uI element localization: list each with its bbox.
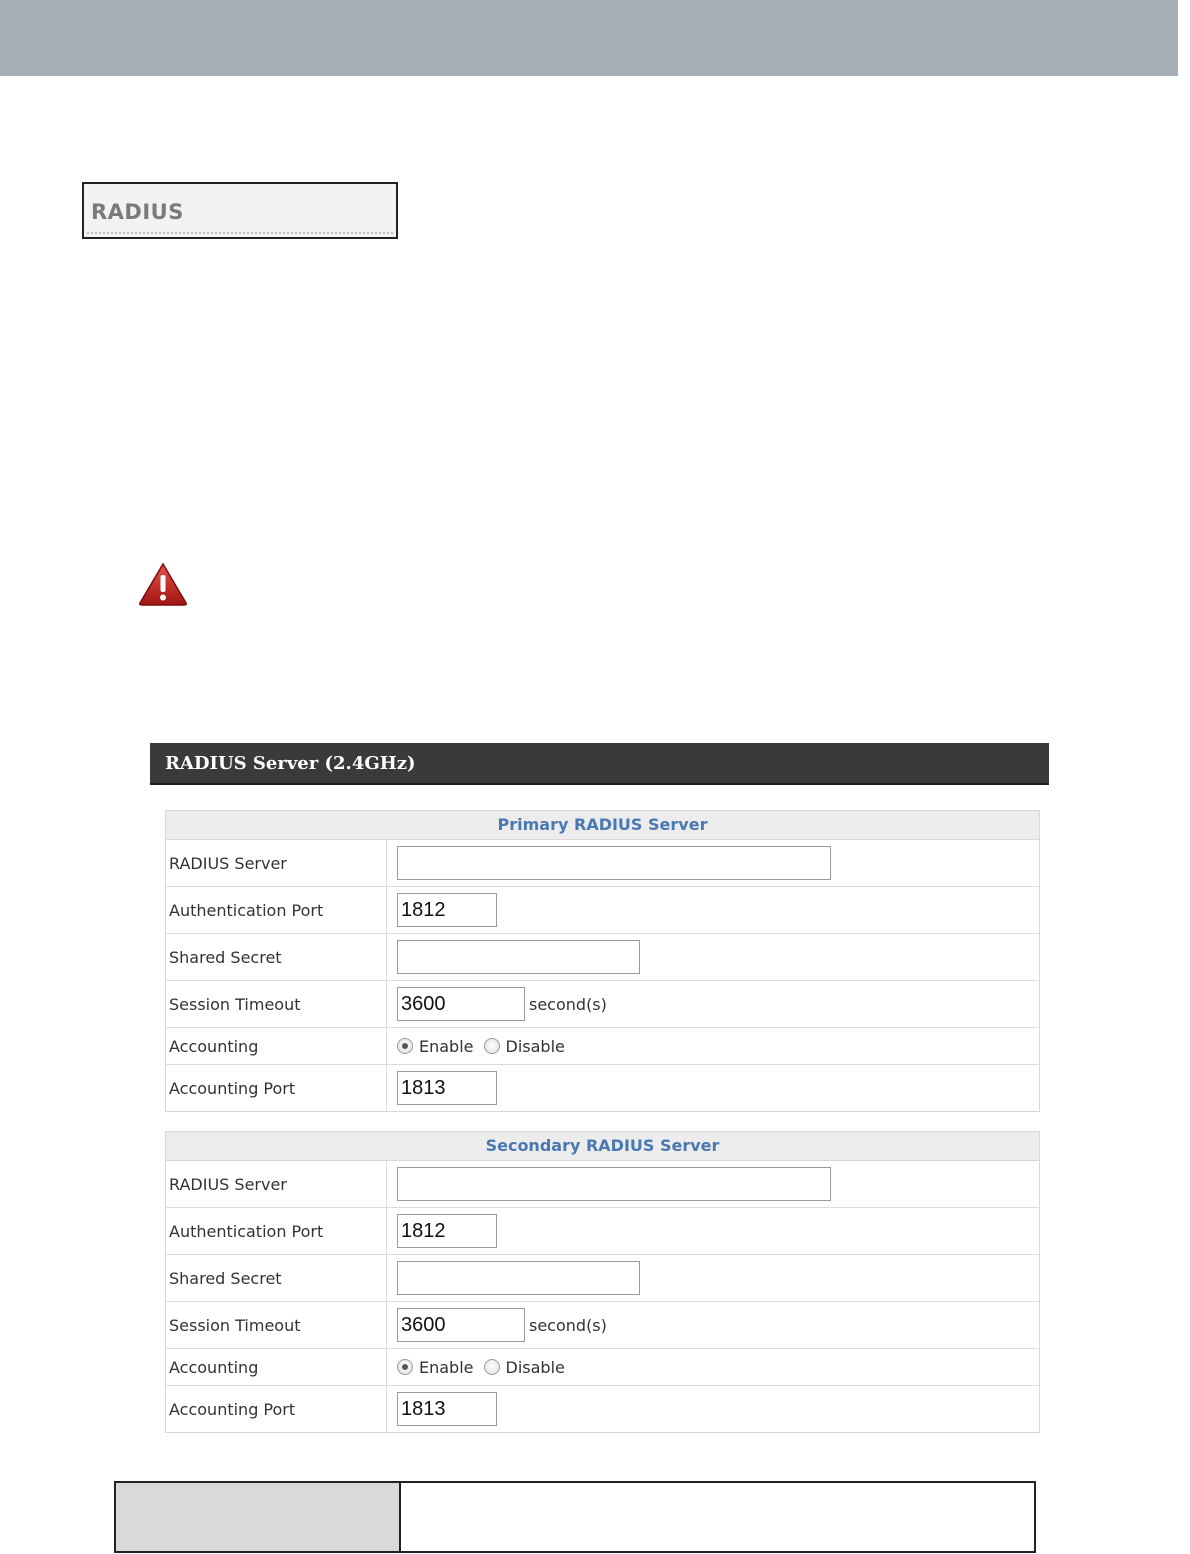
primary-server-table [165, 810, 1040, 1112]
accounting-port-input[interactable] [397, 1071, 497, 1105]
session-timeout-label: Session Timeout [166, 981, 387, 1027]
shared-secret-row [166, 934, 1039, 981]
accounting-port-row [166, 1386, 1039, 1432]
section-title: Primary RADIUS Server [166, 811, 1039, 840]
accounting-row [166, 1349, 1039, 1386]
section-title: Secondary RADIUS Server [166, 1132, 1039, 1161]
radius-tab-label: RADIUS [91, 200, 184, 224]
radius-server-input[interactable] [397, 846, 831, 880]
accounting-disable-label: Disable [505, 1357, 565, 1377]
description-table-key-cell [116, 1483, 401, 1551]
shared-secret-label: Shared Secret [166, 934, 387, 980]
auth-port-row [166, 887, 1039, 934]
accounting-disable-radio[interactable] [484, 1359, 500, 1375]
warning-icon [137, 561, 189, 607]
top-header-band [0, 0, 1178, 76]
panel-title: RADIUS Server (2.4GHz) [165, 753, 416, 774]
accounting-enable-radio[interactable] [397, 1038, 413, 1054]
auth-port-input[interactable] [397, 1214, 497, 1248]
session-timeout-unit: second(s) [529, 1315, 607, 1335]
shared-secret-input[interactable] [397, 1261, 640, 1295]
radius-server-label: RADIUS Server [166, 1161, 387, 1207]
description-table [114, 1481, 1036, 1553]
accounting-disable-label: Disable [505, 1036, 565, 1056]
accounting-enable-radio[interactable] [397, 1359, 413, 1375]
shared-secret-input[interactable] [397, 940, 640, 974]
session-timeout-row [166, 981, 1039, 1028]
radius-server-input[interactable] [397, 1167, 831, 1201]
accounting-enable-label: Enable [419, 1036, 474, 1056]
session-timeout-input[interactable] [397, 987, 525, 1021]
tab-dotted-underline [87, 232, 393, 234]
accounting-enable-label: Enable [419, 1357, 474, 1377]
accounting-label: Accounting [166, 1028, 387, 1064]
accounting-port-label: Accounting Port [166, 1386, 387, 1432]
auth-port-label: Authentication Port [166, 887, 387, 933]
radius-tab[interactable] [82, 182, 398, 239]
radius-server-row [166, 840, 1039, 887]
accounting-label: Accounting [166, 1349, 387, 1385]
session-timeout-row [166, 1302, 1039, 1349]
description-table-value-cell [401, 1483, 1034, 1551]
auth-port-row [166, 1208, 1039, 1255]
shared-secret-label: Shared Secret [166, 1255, 387, 1301]
session-timeout-input[interactable] [397, 1308, 525, 1342]
auth-port-input[interactable] [397, 893, 497, 927]
session-timeout-unit: second(s) [529, 994, 607, 1014]
radius-server-row [166, 1161, 1039, 1208]
accounting-port-input[interactable] [397, 1392, 497, 1426]
auth-port-label: Authentication Port [166, 1208, 387, 1254]
accounting-row [166, 1028, 1039, 1065]
secondary-server-table [165, 1131, 1040, 1433]
panel-header [150, 743, 1049, 785]
accounting-port-row [166, 1065, 1039, 1111]
accounting-port-label: Accounting Port [166, 1065, 387, 1111]
accounting-disable-radio[interactable] [484, 1038, 500, 1054]
radius-server-label: RADIUS Server [166, 840, 387, 886]
shared-secret-row [166, 1255, 1039, 1302]
session-timeout-label: Session Timeout [166, 1302, 387, 1348]
